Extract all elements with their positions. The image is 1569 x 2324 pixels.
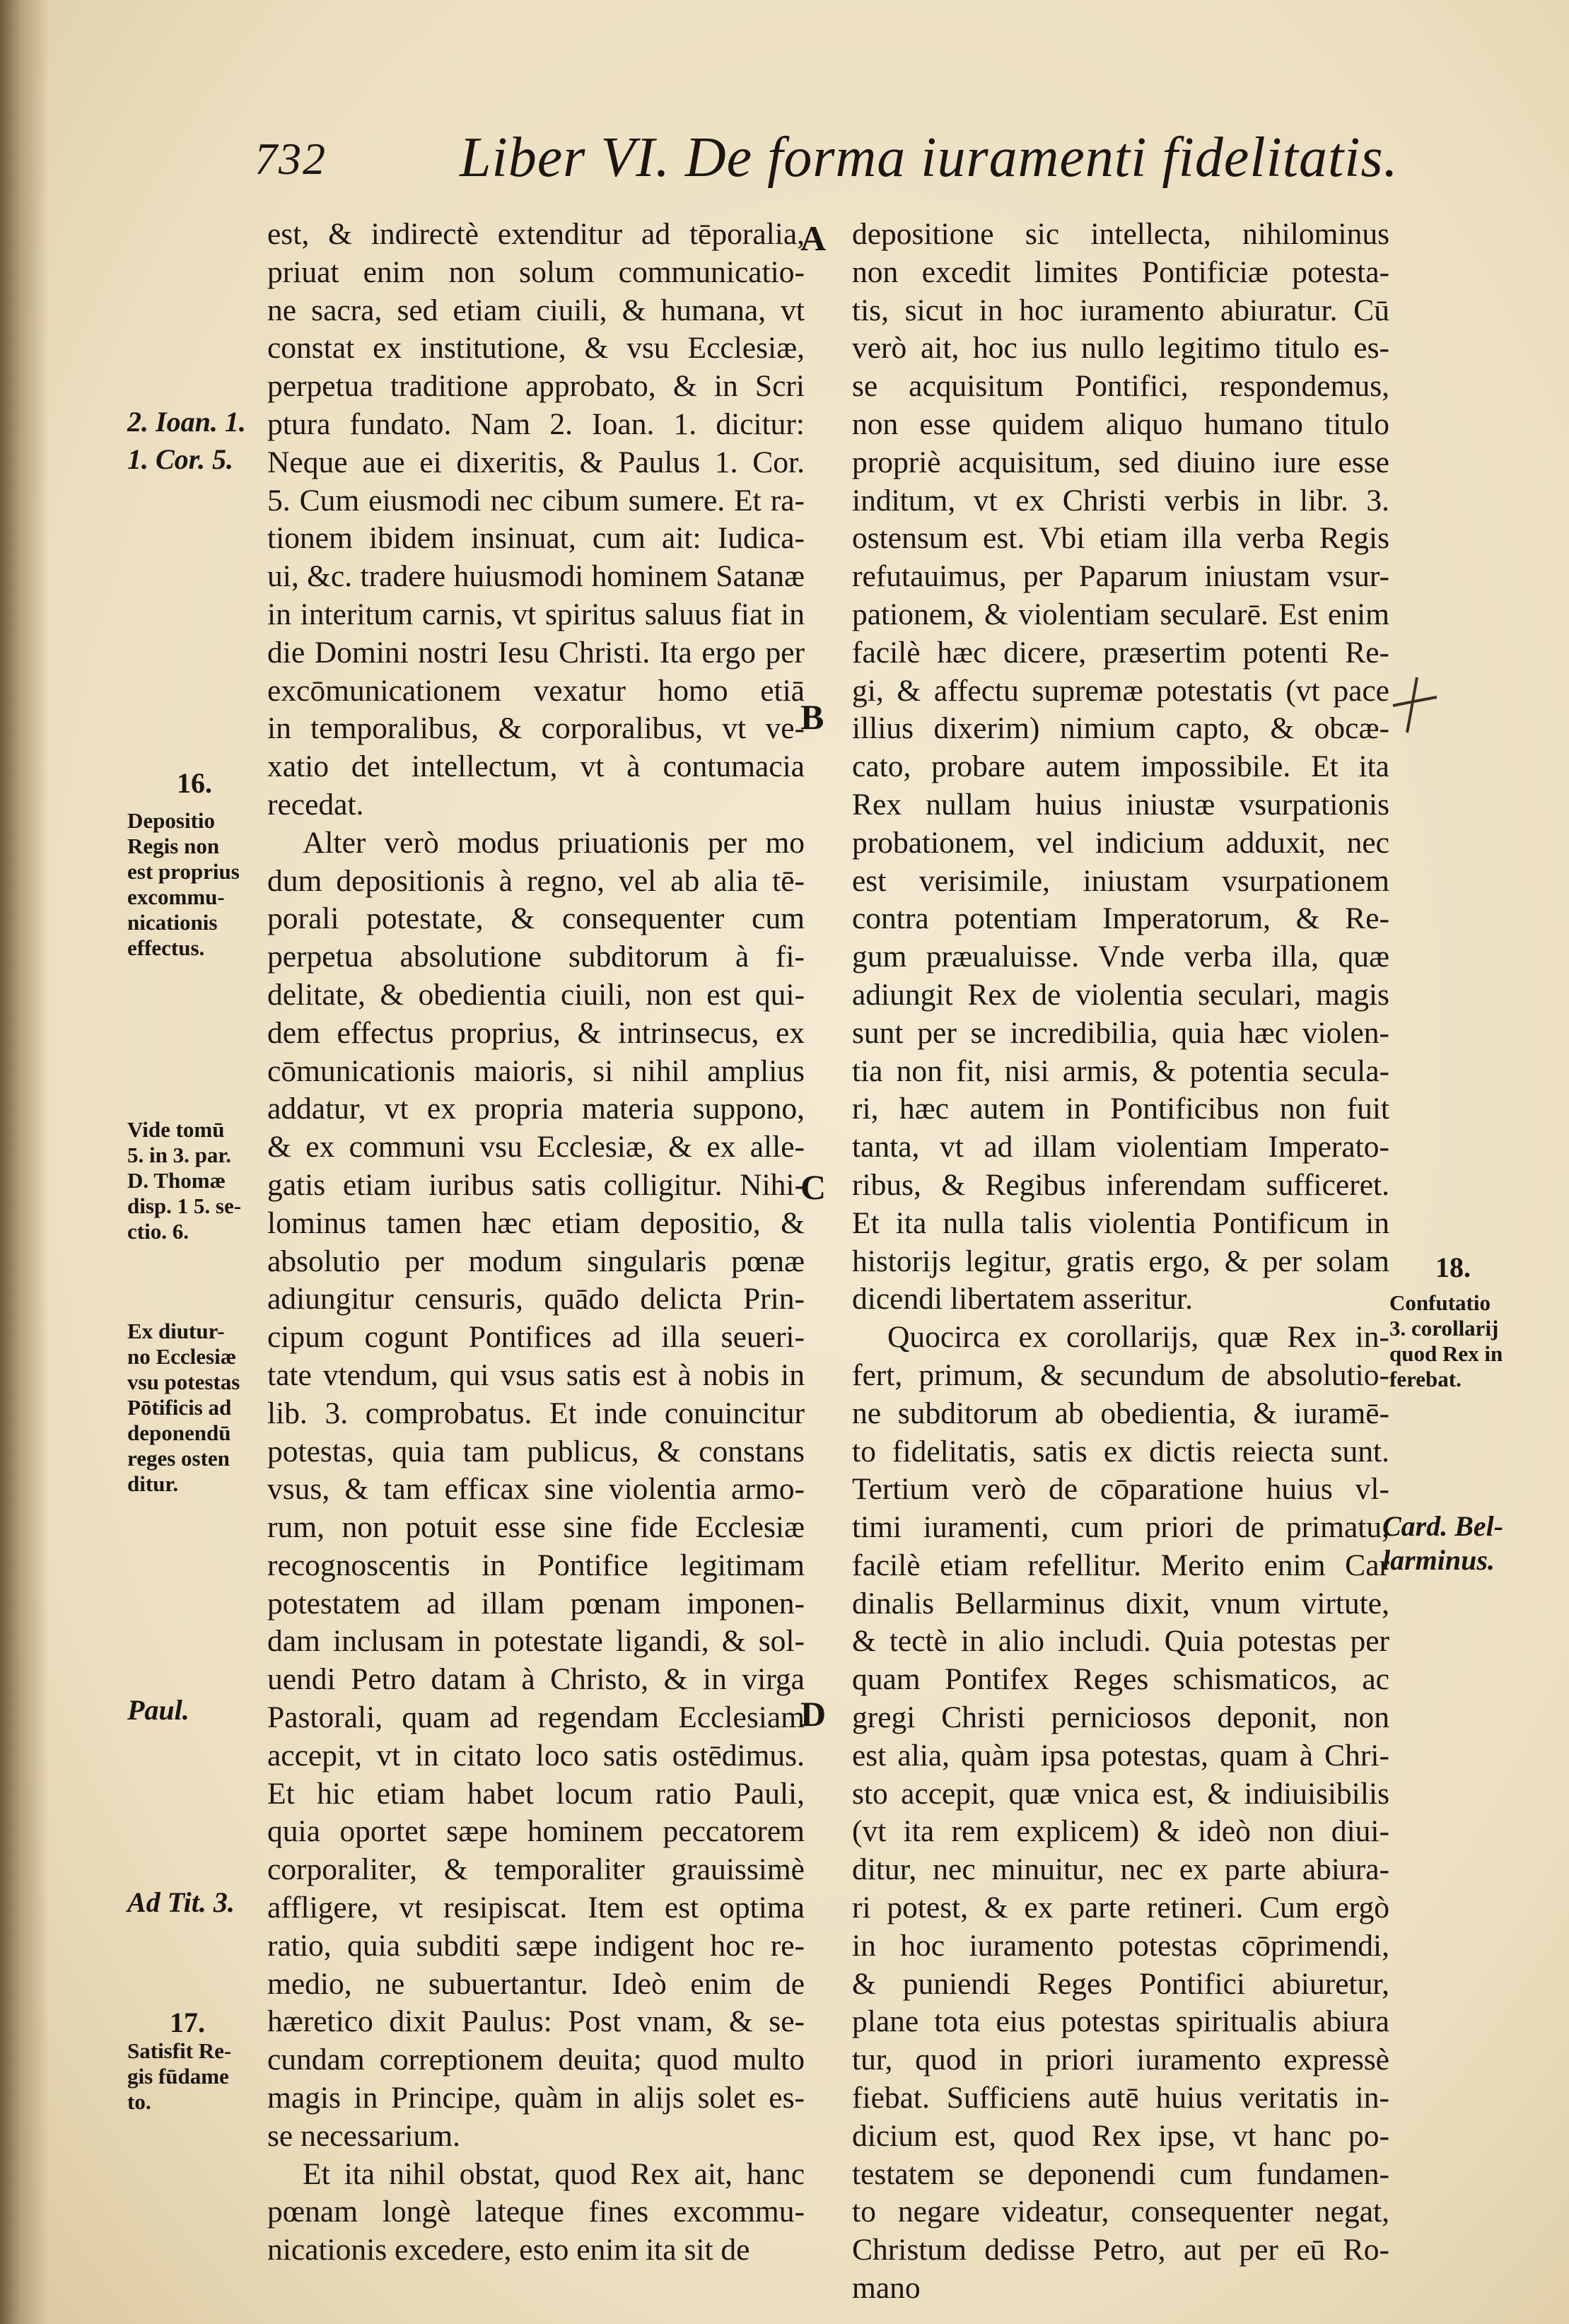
text-line: gum præualuisse. Vnde verba illa, quæ	[852, 940, 1389, 974]
text-line: corporaliter, & temporaliter grauissimè	[267, 1852, 805, 1887]
margin-line: est proprius	[127, 859, 240, 884]
margin-line: Vide tomū	[127, 1117, 225, 1142]
text-line: absolutio per modum singularis pœnæ	[267, 1244, 805, 1278]
text-line: magis in Principe, quàm in alijs solet es-	[267, 2081, 805, 2115]
margin-line: deponendū	[127, 1420, 231, 1445]
right-column	[852, 216, 1389, 2308]
margin-ref-cor: 1. Cor. 5.	[127, 443, 234, 475]
text-line: dam inclusam in potestate ligandi, & sol-	[267, 1624, 805, 1659]
text-line: lominus tamen hæc etiam depositio, &	[267, 1205, 805, 1240]
margin-line: 5. in 3. par.	[127, 1143, 232, 1167]
text-line: delitate, & obedientia ciuili, non est qui-	[267, 977, 805, 1012]
text-line: quia oportet sæpe hominem peccatorem	[267, 1814, 805, 1849]
text-line: ne subditorum ab obedientia, & iuramē-	[852, 1396, 1389, 1430]
text-line: est verisimile, iniustam vsurpationem	[852, 863, 1389, 898]
text-line: tur, quod in priori iuramento expressè	[852, 2043, 1389, 2077]
text-line: Alter verò modus priuationis per mo	[303, 825, 805, 860]
text-line: tate vtendum, qui vsus satis est à nobis in	[267, 1357, 805, 1392]
text-line: probationem, vel indicium adduxit, nec	[852, 825, 1389, 860]
margin-line: nicationis	[127, 910, 218, 935]
margin-note-18-number: 18.	[1435, 1251, 1471, 1283]
text-line: Christum dedisse Petro, aut per eū Ro-	[852, 2233, 1389, 2267]
text-line: refutauimus, per Paparum iniustam vsur-	[852, 559, 1389, 594]
left-column	[267, 216, 805, 2270]
text-line: medio, ne subuertantur. Ideò enim de	[267, 1966, 805, 2001]
margin-line: effectus.	[127, 935, 205, 960]
text-line: timi iuramenti, cum priori de primatu,	[852, 1510, 1389, 1545]
text-line: porali potestate, & consequenter cum	[267, 901, 805, 936]
text-line: tis, sicut in hoc iuramento abiuratur. Cū	[852, 293, 1389, 327]
text-line: ostensum est. Vbi etiam illa verba Regis	[852, 521, 1389, 556]
margin-line: quod Rex in	[1389, 1341, 1503, 1366]
text-line: ratio, quia subditi sæpe indigent hoc re-	[267, 1928, 805, 1963]
text-line: testatem se deponendi cum fundamen-	[852, 2156, 1389, 2191]
margin-line: reges osten	[127, 1446, 230, 1471]
text-line: gatis etiam iuribus satis colligitur. Nihi-	[267, 1167, 805, 1202]
text-line: historijs legitur, gratis ergo, & per solam	[852, 1244, 1389, 1278]
text-line: est, & indirectè extenditur ad tēporalia,	[267, 217, 805, 251]
margin-line: Ex diutur-	[127, 1319, 225, 1343]
text-line: dinalis Bellarminus dixit, vnum virtute,	[852, 1586, 1389, 1621]
text-line: to negare videatur, consequenter negat,	[852, 2195, 1389, 2229]
margin-note-vide	[127, 1117, 241, 1244]
text-line: pationem, & violentiam secularē. Est enim	[852, 597, 1389, 631]
text-line: Tertium verò de cōparatione huius vl-	[852, 1472, 1389, 1507]
text-line: facilè etiam refellitur. Merito enim Car	[852, 1548, 1389, 1582]
text-line: fiebat. Sufficiens autē huius veritatis in-	[852, 2081, 1389, 2115]
text-line: Pastorali, quam ad regendam Ecclesiam	[267, 1700, 805, 1735]
section-letter-d: D	[800, 1694, 827, 1734]
margin-line: disp. 1 5. se-	[127, 1193, 242, 1218]
text-line: facilè hæc dicere, præsertim potenti Re-	[852, 635, 1389, 670]
text-line: est alia, quàm ipsa potestas, quam à Chri-	[852, 1738, 1389, 1773]
text-line: vsus, & tam efficax sine violentia armo-	[267, 1472, 805, 1507]
text-line: quam Pontifex Reges schismaticos, ac	[852, 1662, 1389, 1697]
text-line: plane tota eius potestas spiritualis abiura	[852, 2004, 1389, 2039]
margin-line: ctio. 6.	[127, 1219, 189, 1244]
margin-note-usus	[127, 1319, 240, 1497]
text-line: gi, & affectu supremæ potestatis (vt pace	[852, 673, 1389, 708]
text-line: affligere, vt resipiscat. Item est optima	[267, 1891, 805, 1925]
text-line: cato, probare autem impossibile. Et ita	[852, 749, 1389, 784]
margin-ref-paul: Paul.	[127, 1694, 189, 1726]
text-line: se acquisitum Pontifici, respondemus,	[852, 369, 1389, 404]
text-line: tanta, vt ad illam violentiam Imperato-	[852, 1130, 1389, 1164]
running-header	[255, 126, 1399, 204]
text-line: ptura fundato. Nam 2. Ioan. 1. dicitur:	[267, 407, 805, 441]
margin-note-18	[1389, 1290, 1503, 1392]
text-line: in temporalibus, & corporalibus, vt ve-	[267, 711, 805, 746]
text-line: se necessarium.	[267, 2118, 460, 2153]
text-line: (vt ita rem explicem) & ideò non diui-	[852, 1814, 1389, 1849]
text-line: Rex nullam huius iniustæ vsurpationis	[852, 787, 1389, 822]
text-line: Et ita nihil obstat, quod Rex ait, hanc	[303, 2156, 805, 2191]
running-title: Liber VI. De forma iuramenti fidelitatis.	[460, 127, 1399, 189]
text-line: recedat.	[267, 787, 364, 822]
text-line: ditur, nec minuitur, nec ex parte abiura-	[852, 1852, 1389, 1887]
margin-line: gis fūdame	[127, 2064, 229, 2089]
text-line: pœnam longè lateque fines excommu-	[267, 2195, 805, 2229]
text-line: & puniendi Reges Pontifici abiuretur,	[852, 1966, 1389, 2001]
page-number: 732	[255, 134, 327, 184]
text-line: non excedit limites Pontificiæ potesta-	[852, 255, 1389, 289]
text-line: & tectè in alio includi. Quia potestas per	[852, 1624, 1389, 1659]
text-line: uendi Petro datam à Christo, & in virga	[267, 1662, 805, 1697]
margin-line: excommu-	[127, 884, 225, 909]
text-line: tia non fit, nisi armis, & potentia secula-	[852, 1053, 1389, 1088]
margin-line: D. Thomæ	[127, 1168, 226, 1193]
margin-note-16-number: 16.	[177, 767, 212, 799]
margin-line: Confutatio	[1389, 1290, 1491, 1315]
text-line: to fidelitatis, satis ex dictis reiecta sunt.	[852, 1434, 1389, 1468]
text-line: Et hic etiam habet locum ratio Pauli,	[267, 1776, 805, 1811]
text-line: ribus, & Regibus inferendam sufficeret.	[852, 1167, 1389, 1202]
margin-note-bellarminus	[1382, 1510, 1503, 1577]
margin-line: ditur.	[127, 1471, 179, 1496]
text-line: priuat enim non solum communicatio-	[267, 255, 805, 289]
text-line: potestas, quia tam publicus, & constans	[267, 1434, 805, 1468]
text-line: Neque aue ei dixeritis, & Paulus 1. Cor.	[267, 445, 805, 479]
text-line: excōmunicationem vexatur homo etiā	[267, 673, 805, 708]
text-line: contra potentiam Imperatorum, & Re-	[852, 901, 1389, 936]
margin-ref-adtit: Ad Tit. 3.	[127, 1886, 235, 1918]
margin-line: 3. corollarij	[1389, 1316, 1499, 1341]
margin-line: no Ecclesiæ	[127, 1344, 237, 1369]
text-line: sunt per se incredibilia, quia hæc violen-	[852, 1015, 1389, 1050]
pencil-cross-mark-icon	[1386, 672, 1442, 735]
text-line: inditum, vt ex Christi verbis in libr. 3.	[852, 483, 1389, 518]
text-line: dem effectus proprius, & intrinsecus, ex	[267, 1015, 805, 1050]
text-line: dicium est, quod Rex ipse, vt hanc po-	[852, 2118, 1389, 2153]
section-letter-c: C	[800, 1167, 827, 1207]
section-letter-b: B	[800, 697, 824, 737]
margin-note-17-number: 17.	[170, 2007, 205, 2038]
text-line: perpetua traditione approbato, & in Scri	[267, 369, 805, 404]
text-line: Quocirca ex corollarijs, quæ Rex in-	[887, 1320, 1389, 1355]
text-line: potestatem ad illam pœnam imponen-	[267, 1586, 805, 1621]
text-line: constat ex institutione, & vsu Ecclesiæ,	[267, 331, 805, 366]
text-line: recognoscentis in Pontifice legitimam	[267, 1548, 805, 1582]
text-line: in hoc iuramento potestas cōprimendi,	[852, 1928, 1389, 1963]
text-line: ne sacra, sed etiam ciuili, & humana, vt	[267, 293, 805, 327]
text-line: xatio det intellectum, vt à contumacia	[267, 749, 805, 784]
margin-line: Pōtificis ad	[127, 1395, 232, 1420]
text-line: mano	[852, 2271, 921, 2306]
text-line: tionem ibidem insinuat, cum ait: Iudica-	[267, 521, 805, 556]
text-line: Et ita nulla talis violentia Pontificum in	[852, 1205, 1389, 1240]
text-line: gregi Christi perniciosos deponit, non	[852, 1700, 1389, 1735]
text-line: hæretico dixit Paulus: Post vnam, & se-	[267, 2004, 805, 2039]
text-line: ui, &c. tradere huiusmodi hominem Satanæ	[267, 559, 805, 594]
text-line: fert, primum, & secundum de absolutio-	[852, 1357, 1389, 1392]
text-line: adiungitur censuris, quādo delicta Prin-	[267, 1282, 805, 1316]
text-line: depositione sic intellecta, nihilominus	[852, 217, 1389, 251]
text-line: adiungit Rex de violentia seculari, magis	[852, 977, 1389, 1012]
margin-note-17	[127, 2038, 231, 2115]
text-line: ri, hæc autem in Pontificibus non fuit	[852, 1092, 1389, 1126]
text-line: dicendi libertatem asseritur.	[852, 1282, 1193, 1316]
text-line: cōmunicationis maioris, si nihil amplius	[267, 1053, 805, 1088]
text-line: illius dixerim) nimium capto, & obcæ-	[852, 711, 1389, 746]
text-line: ri potest, & ex parte retineri. Cum ergò	[852, 1891, 1389, 1925]
text-line: non esse quidem aliquo humano titulo	[852, 407, 1389, 441]
binding-shadow	[0, 0, 49, 2324]
text-line: cipum cogunt Pontifices ad illa seueri-	[267, 1320, 805, 1355]
margin-line: Satisfit Re-	[127, 2038, 232, 2063]
margin-line: Card. Bel-	[1382, 1510, 1504, 1542]
margin-note-16	[127, 808, 240, 961]
text-line: propriè acquisitum, sed diuino iure esse	[852, 445, 1389, 479]
text-line: & ex communi vsu Ecclesiæ, & ex alle-	[267, 1130, 805, 1164]
margin-line: larminus.	[1382, 1544, 1495, 1576]
text-line: nicationis excedere, esto enim ita sit de	[267, 2233, 750, 2267]
text-line: die Domini nostri Iesu Christi. Ita ergo per	[267, 635, 805, 670]
text-line: in interitum carnis, vt spiritus saluus fiat in	[267, 597, 805, 631]
text-line: accepit, vt in citato loco satis ostēdimus.	[267, 1738, 805, 1773]
margin-ref-joan: 2. Ioan. 1.	[127, 406, 246, 438]
margin-line: vsu potestas	[127, 1370, 240, 1394]
margin-line: to.	[127, 2089, 151, 2114]
margin-line: ferebat.	[1389, 1367, 1462, 1391]
text-line: addatur, vt ex propria materia suppono,	[267, 1092, 805, 1126]
text-line: perpetua absolutione subditorum à fi-	[267, 940, 805, 974]
section-letter-a: A	[800, 218, 827, 258]
text-line: lib. 3. comprobatus. Et inde conuincitur	[267, 1396, 805, 1430]
margin-line: Depositio	[127, 808, 215, 833]
text-line: dum depositionis à regno, vel ab alia tē-	[267, 863, 805, 898]
text-line: sto accepit, quæ vnica est, & indiuisibilis	[852, 1776, 1389, 1811]
text-line: rum, non potuit esse sine fide Ecclesiæ	[267, 1510, 805, 1545]
text-line: cundam correptionem deuita; quod multo	[267, 2043, 805, 2077]
margin-line: Regis non	[127, 834, 220, 858]
text-line: 5. Cum eiusmodi nec cibum sumere. Et ra-	[267, 483, 805, 518]
text-line: verò ait, hoc ius nullo legitimo titulo es-	[852, 331, 1389, 366]
